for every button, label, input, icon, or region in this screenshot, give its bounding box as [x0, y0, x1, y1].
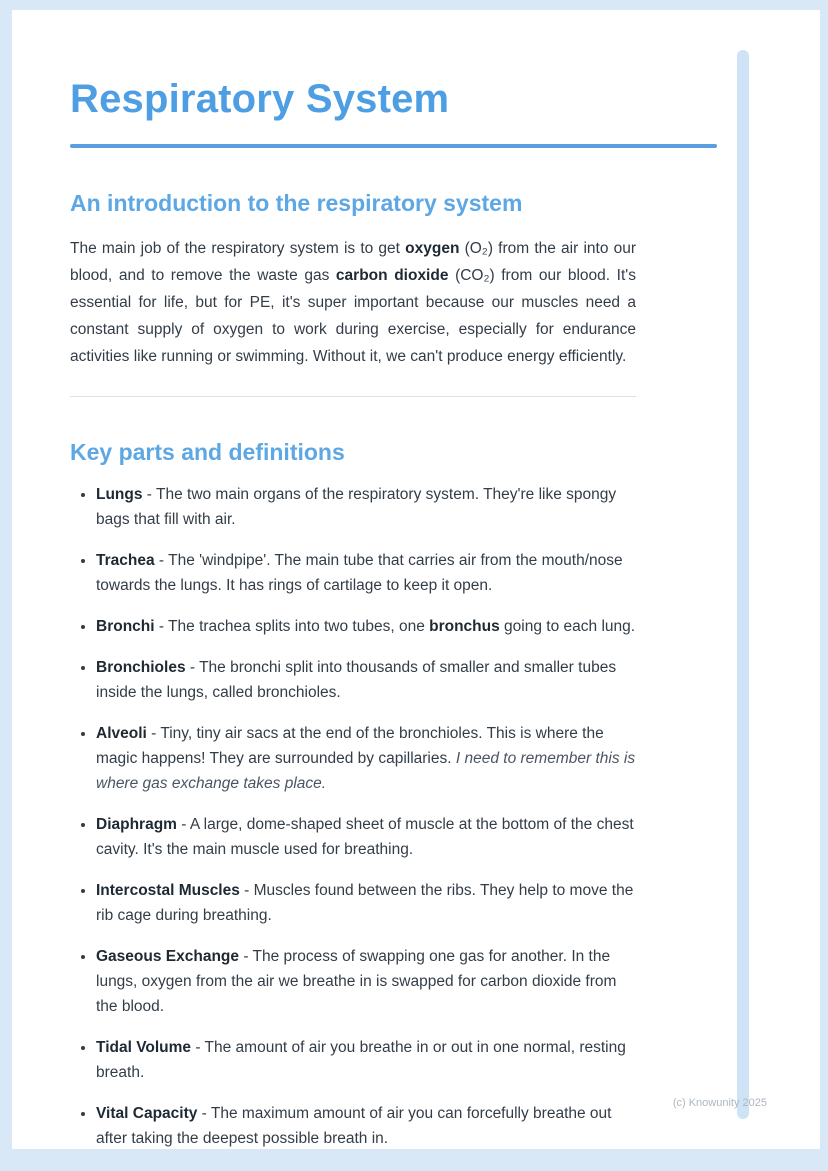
text-run: The main job of the respiratory system is to get — [70, 240, 406, 257]
text-run: - The process of swapping one gas for another. In the lungs, oxygen from the air we breathe in is swapped for carbon dioxide from the blood. — [96, 948, 617, 1015]
text-run: - The maximum amount of air you can forcefully breathe out after taking the deepest possible breath in. — [96, 1105, 612, 1147]
text-run: - A large, dome-shaped sheet of muscle at the bottom of the chest cavity. It's the main muscle used for breathing. — [96, 816, 634, 858]
intro-paragraph — [70, 235, 636, 370]
bold-term: Trachea — [96, 552, 155, 569]
bold-term: Tidal Volume — [96, 1039, 192, 1056]
text-run: - Muscles found between the ribs. They help to move the rib cage during breathing. — [96, 882, 634, 924]
text-run: - The amount of air you breathe in or out in one normal, resting breath. — [96, 1039, 626, 1081]
title-underline — [70, 144, 717, 148]
section-heading-introduction: An introduction to the respiratory system — [70, 190, 523, 216]
definition-item — [96, 614, 636, 639]
definition-item — [96, 944, 636, 1019]
bold-term: Vital Capacity — [96, 1105, 198, 1122]
section-divider — [70, 396, 636, 397]
text-run: going to each lung. — [499, 618, 636, 635]
text-run: - The 'windpipe'. The main tube that carries air from the mouth/nose towards the lungs. It has rings of cartilage to keep it open. — [96, 552, 623, 594]
definition-item — [96, 812, 636, 862]
definition-item — [96, 655, 636, 705]
scrollbar-track[interactable] — [737, 50, 749, 1119]
bold-term: carbon dioxide — [335, 267, 449, 284]
section-heading-key-parts: Key parts and definitions — [70, 439, 345, 465]
definition-item — [96, 482, 636, 532]
bold-term: bronchus — [429, 618, 500, 635]
document-page — [12, 10, 820, 1149]
definitions-list — [70, 482, 636, 1149]
bold-term: Alveoli — [96, 725, 147, 742]
copyright-footer: (c) Knowunity 2025 — [672, 1097, 767, 1109]
bold-term: oxygen — [405, 240, 460, 257]
definition-item — [96, 548, 636, 598]
page-title: Respiratory System — [70, 77, 450, 121]
definition-item — [96, 721, 636, 796]
bold-term: Gaseous Exchange — [96, 948, 240, 965]
bold-term: Lungs — [96, 486, 143, 503]
text-run: - The trachea splits into two tubes, one — [154, 618, 430, 635]
definition-item — [96, 878, 636, 928]
text-run: (CO₂) from our blood. It's essential for life, but for PE, it's super important because our muscles need a constant supply of oxygen to work during exercise, especially for endurance activities like running or swimming. Without it, we can't produce energy efficiently. — [70, 267, 637, 365]
definition-item — [96, 1035, 636, 1085]
bold-term: Diaphragm — [96, 816, 177, 833]
bold-term: Intercostal Muscles — [96, 882, 240, 899]
document-content — [12, 10, 717, 1149]
text-run: - The two main organs of the respiratory system. They're like spongy bags that fill with air. — [96, 486, 617, 528]
bold-term: Bronchi — [96, 618, 155, 635]
definition-item — [96, 1101, 636, 1149]
italic-note: I need to remember this is where gas exchange takes place. — [96, 750, 636, 792]
text-run: - Tiny, tiny air sacs at the end of the bronchioles. This is where the magic happens! They are surrounded by capillaries. — [96, 725, 604, 767]
text-run: - The bronchi split into thousands of smaller and smaller tubes inside the lungs, called bronchioles. — [96, 659, 617, 701]
text-run: (O₂) from the air into our blood, and to remove the waste gas — [70, 240, 637, 284]
bold-term: Bronchioles — [96, 659, 186, 676]
